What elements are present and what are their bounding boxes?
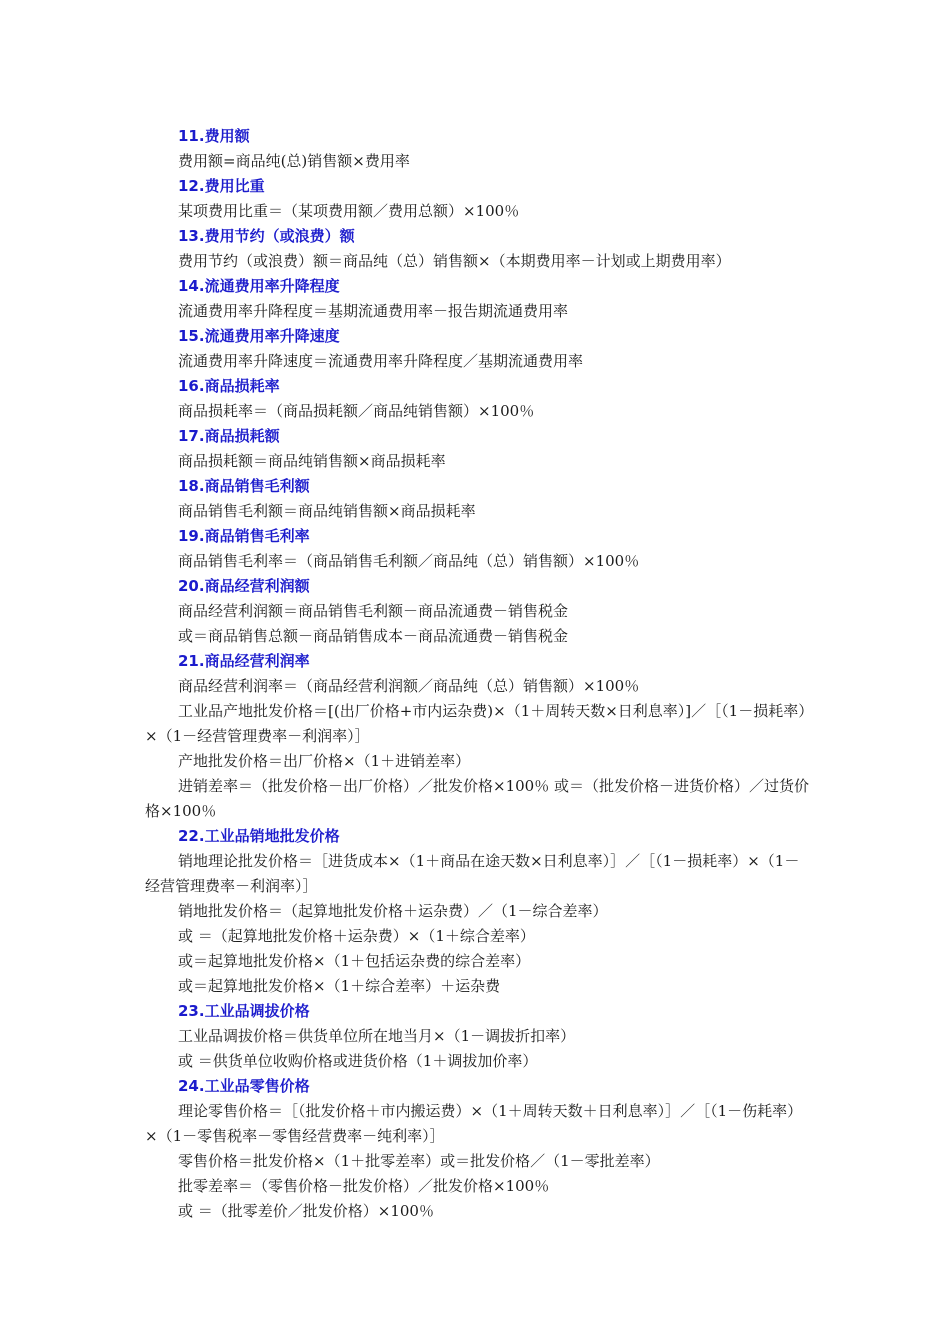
formula-line: 销地批发价格＝（起算地批发价格＋运杂费）／（1－综合差率） (178, 902, 608, 920)
formula-line: 流通费用率升降速度＝流通费用率升降程度／基期流通费用率 (178, 352, 584, 370)
section-heading: 17.商品损耗额 (178, 427, 280, 445)
formula-line: 费用节约（或浪费）额＝商品纯（总）销售额×（本期费用率－计划或上期费用率） (178, 252, 731, 270)
formula-line: 费用额=商品纯(总)销售额×费用率 (178, 152, 410, 170)
formula-line: 商品销售毛利率＝（商品销售毛利额／商品纯（总）销售额）×100％ (178, 552, 640, 570)
section-heading: 19.商品销售毛利率 (178, 527, 310, 545)
formula-line: 或＝起算地批发价格×（1＋包括运杂费的综合差率） (178, 952, 531, 970)
section-heading: 14.流通费用率升降程度 (178, 277, 340, 295)
formula-line: 流通费用率升降程度＝基期流通费用率－报告期流通费用率 (178, 302, 569, 320)
section-heading: 22.工业品销地批发价格 (178, 827, 340, 845)
section-heading: 18.商品销售毛利额 (178, 477, 310, 495)
formula-line: 产地批发价格＝出厂价格×（1＋进销差率） (178, 752, 471, 770)
formula-paragraph: 工业品产地批发价格＝[(出厂价格+市内运杂费)×（1＋周转天数×日利息率）]／［（1－损耗率）×（1－经营管理费率－利润率）］ (145, 702, 806, 745)
formula-line: 商品损耗率＝（商品损耗额／商品纯销售额）×100％ (178, 402, 535, 420)
section-heading: 23.工业品调拔价格 (178, 1002, 310, 1020)
formula-paragraph: 理论零售价格＝［（批发价格＋市内搬运费）×（1＋周转天数＋日利息率）］／［（1－伤耗率）×（1－零售税率－零售经营费率－纯利率）］ (145, 1102, 803, 1145)
formula-line: 某项费用比重＝（某项费用额／费用总额）×100％ (178, 202, 520, 220)
formula-line: 或 ＝（起算地批发价格＋运杂费）×（1＋综合差率） (178, 927, 535, 945)
section-heading: 16.商品损耗率 (178, 377, 280, 395)
formula-line: 商品销售毛利额＝商品纯销售额×商品损耗率 (178, 502, 476, 520)
formula-line: 批零差率＝（零售价格－批发价格）／批发价格×100％ (178, 1177, 550, 1195)
formula-paragraph: 销地理论批发价格＝［进货成本×（1＋商品在途天数×日利息率）］／［（1－损耗率）×（1－经营管理费率－利润率）］ (145, 852, 800, 895)
formula-line: 商品损耗额＝商品纯销售额×商品损耗率 (178, 452, 446, 470)
section-heading: 24.工业品零售价格 (178, 1077, 310, 1095)
formula-paragraph: 进销差率＝（批发价格－出厂价格）／批发价格×100％ 或＝（批发价格－进货价格）／过货价格×100％ (145, 777, 809, 820)
formula-line: 零售价格＝批发价格×（1＋批零差率）或＝批发价格／（1－零批差率） (178, 1152, 660, 1170)
formula-line: 工业品调拔价格＝供货单位所在地当月×（1－调拔折扣率） (178, 1027, 576, 1045)
formula-line: 或＝商品销售总额－商品销售成本－商品流通费－销售税金 (178, 627, 569, 645)
formula-line: 或＝起算地批发价格×（1＋综合差率）＋运杂费 (178, 977, 501, 995)
section-heading: 20.商品经营利润额 (178, 577, 310, 595)
section-heading: 15.流通费用率升降速度 (178, 327, 340, 345)
section-heading: 13.费用节约（或浪费）额 (178, 227, 355, 245)
formula-line: 商品经营利润率＝（商品经营利润额／商品纯（总）销售额）×100％ (178, 677, 640, 695)
formula-line: 或 ＝（批零差价／批发价格）×100％ (178, 1202, 434, 1220)
formula-line: 商品经营利润额＝商品销售毛利额－商品流通费－销售税金 (178, 602, 569, 620)
section-heading: 12.费用比重 (178, 177, 265, 195)
section-heading: 11.费用额 (178, 127, 250, 145)
formula-line: 或 ＝供货单位收购价格或进货价格（1＋调拔加价率） (178, 1052, 538, 1070)
section-heading: 21.商品经营利润率 (178, 652, 310, 670)
document-body (145, 124, 813, 1224)
